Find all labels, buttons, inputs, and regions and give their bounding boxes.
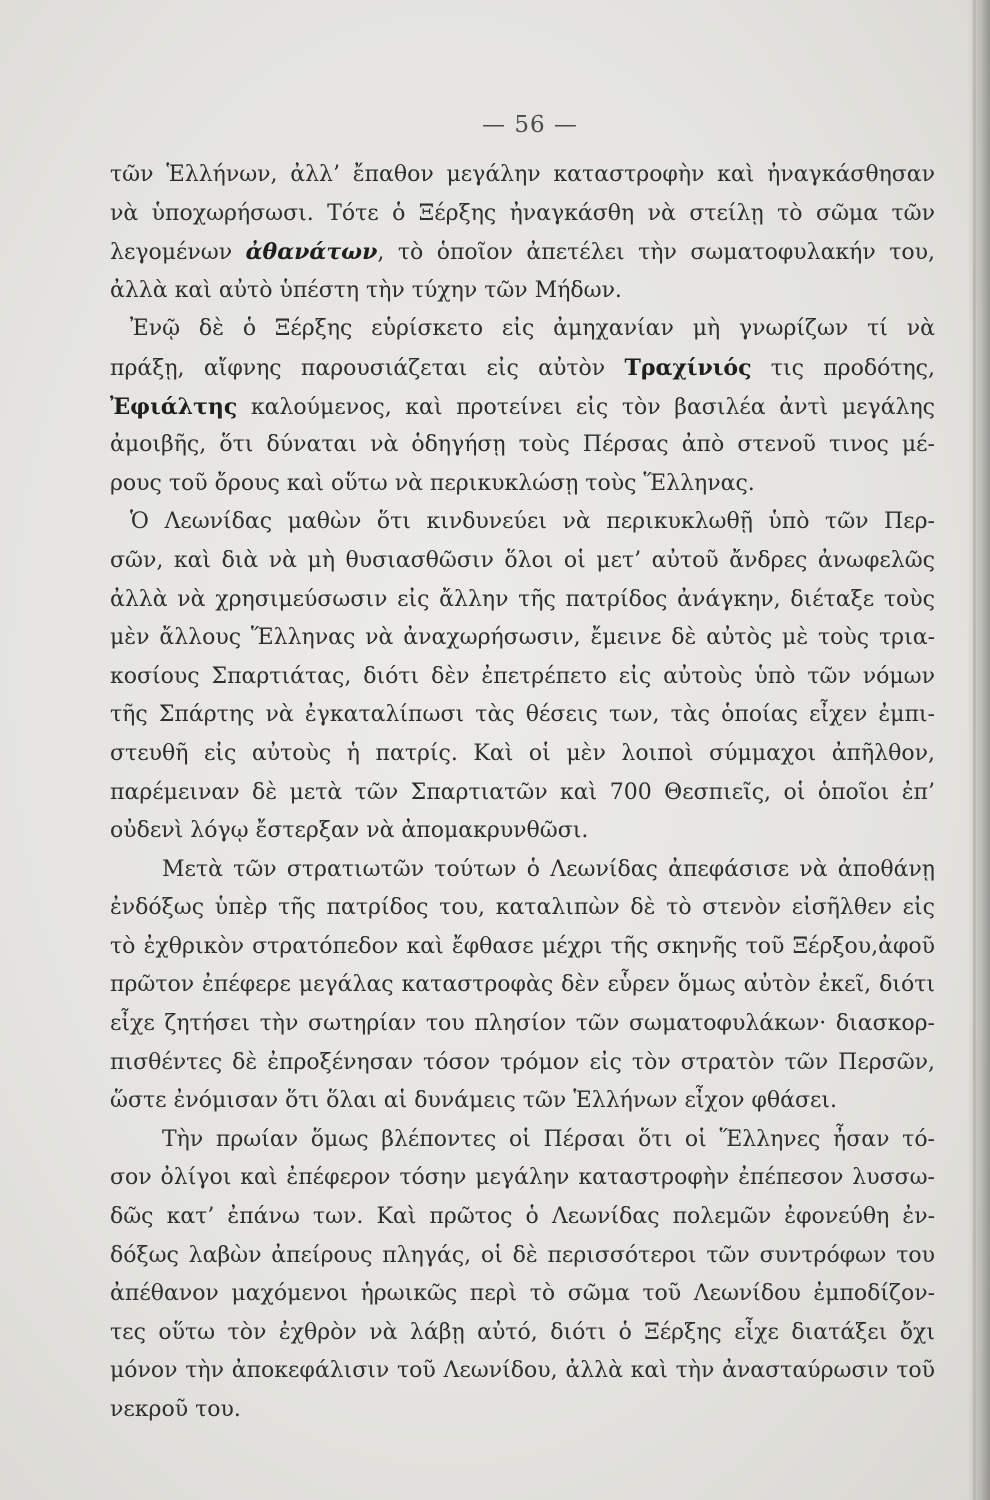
text-line-25: ὥστε ἐνόμισαν ὅτι ὅλαι αἱ δυνάμεις τῶν Ἑλλήνων εἶχον φθάσει. — [110, 1088, 838, 1114]
text-line-21: τὸ ἐχθρικὸν στρατόπεδον καὶ ἔφθασε μέχρι τῆς σκηνῆς τοῦ Ξέρξου,ἀφοῦ — [110, 933, 935, 959]
text-line-5: Ἐνῷ δὲ ὁ Ξέρξης εὑρίσκετο εἰς ἀμηχανίαν μὴ γνωρίζων τί νὰ — [130, 316, 935, 342]
text-line-24: πισθέντες δὲ ἐπροξένησαν τόσον τρόμον εἰς τὸν στρατὸν τῶν Περσῶν, — [110, 1049, 935, 1075]
text-line-13: μὲν ἄλλους Ἕλληνας νὰ ἀναχωρήσωσιν, ἔμεινε δὲ αὐτὸς μὲ τοὺς τρια- — [110, 625, 935, 651]
text-line-1: τῶν Ἑλλήνων, ἀλλ’ ἔπαθον μεγάλην καταστροφὴν καὶ ἠναγκάσθησαν — [110, 162, 935, 187]
emphasis-athanaton: ἀθανάτων — [245, 239, 378, 266]
text-line-27: σον ὀλίγοι καὶ ἐπέφερον τόσην μεγάλην καταστροφὴν ἐπέπεσον λυσσω- — [110, 1165, 935, 1191]
text-line-32: μόνον τὴν ἀποκεφάλισιν τοῦ Λεωνίδου, ἀλλὰ καὶ τὴν ἀνασταύρωσιν τοῦ — [110, 1358, 935, 1384]
text-line-23: εἶχε ζητήσει τὴν σωτηρίαν του πλησίον τῶν σωματοφυλάκων· διασκορ- — [110, 1011, 935, 1037]
text-line-6: πράξῃ, αἴφνης παρουσιάζεται εἰς αὐτὸν Τραχίνιός τις προδότης, — [110, 354, 935, 381]
text-line-33: νεκροῦ του. — [110, 1397, 241, 1422]
text-line-29: δόξως λαβὼν ἀπείρους πληγάς, οἱ δὲ περισσότεροι τῶν συντρόφων του — [110, 1242, 935, 1268]
text-line-17: παρέμειναν δὲ μετὰ τῶν Σπαρτιατῶν καὶ 700 Θεσπιεῖς, οἱ ὁποῖοι ἐπ’ — [110, 779, 935, 805]
body-text — [110, 156, 935, 1430]
text-line-18: οὐδενὶ λόγῳ ἔστερξαν νὰ ἀπομακρυνθῶσι. — [110, 818, 589, 844]
text-line-8: ἀμοιβῆς, ὅτι δύναται νὰ ὁδηγήσῃ τοὺς Πέρσας ἀπὸ στενοῦ τινος μέ- — [110, 432, 935, 458]
text-line-3: λεγομένων ἀθανάτων, τὸ ὁποῖον ἀπετέλει τὴν σωματοφυλακήν του, — [110, 239, 935, 266]
text-line-11: σῶν, καὶ διὰ νὰ μὴ θυσιασθῶσιν ὅλοι οἱ μετ’ αὐτοῦ ἄνδρες ἀνωφελῶς — [110, 547, 935, 573]
text-line-2: νὰ ὑποχωρήσωσι. Τότε ὁ Ξέρξης ἠναγκάσθη νὰ στείλῃ τὸ σῶμα τῶν — [110, 200, 935, 226]
emphasis-efialtis: Ἐφιάλτης — [110, 393, 238, 420]
text-line-12: ἀλλὰ νὰ χρησιμεύσωσιν εἰς ἄλλην τῆς πατρίδος ἀνάγκην, διέταξε τοὺς — [110, 586, 935, 612]
text-line-15: τῆς Σπάρτης νὰ ἐγκαταλίπωσι τὰς θέσεις των, τὰς ὁποίας εἶχεν ἐμπι- — [110, 702, 935, 728]
text-line-16: στευθῆ εἰς αὐτοὺς ἡ πατρίς. Καὶ οἱ μὲν λοιποὶ σύμμαχοι ἀπῆλθον, — [110, 740, 935, 766]
text-line-10: Ὁ Λεωνίδας μαθὼν ὅτι κινδυνεύει νὰ περικυκλωθῇ ὑπὸ τῶν Περ- — [130, 509, 935, 535]
text-line-30: ἀπέθανον μαχόμενοι ἡρωικῶς περὶ τὸ σῶμα τοῦ Λεωνίδου ἐμποδίζον- — [110, 1281, 935, 1307]
text-line-4: ἀλλὰ καὶ αὐτὸ ὑπέστη τὴν τύχην τῶν Μήδων. — [110, 277, 622, 303]
text-line-22: πρῶτον ἐπέφερε μεγάλας καταστροφὰς δὲν εὗρεν ὅμως αὐτὸν ἐκεῖ, διότι — [110, 972, 935, 998]
page-number: — 56 — — [482, 112, 578, 138]
text-line-14: κοσίους Σπαρτιάτας, διότι δὲν ἐπετρέπετο εἰς αὐτοὺς ὑπὸ τῶν νόμων — [110, 663, 935, 689]
text-line-28: δῶς κατ’ ἐπάνω των. Καὶ πρῶτος ὁ Λεωνίδας πολεμῶν ἐφονεύθη ἐν- — [110, 1204, 935, 1230]
page-edge-line — [973, 0, 976, 1500]
emphasis-trachinios: Τραχίνιός — [624, 354, 752, 381]
page-edge-shadow — [968, 0, 990, 1500]
text-line-9: ρους τοῦ ὄρους καὶ οὕτω νὰ περικυκλώσῃ τοὺς Ἕλληνας. — [110, 470, 755, 496]
text-line-19: Μετὰ τῶν στρατιωτῶν τούτων ὁ Λεωνίδας ἀπεφάσισε νὰ ἀποθάνῃ — [162, 856, 935, 882]
text-line-26: Τὴν πρωίαν ὅμως βλέποντες οἱ Πέρσαι ὅτι οἱ Ἕλληνες ἦσαν τό- — [162, 1126, 935, 1152]
text-line-7: Ἐφιάλτης καλούμενος, καὶ προτείνει εἰς τὸν βασιλέα ἀντὶ μεγάλης — [110, 393, 935, 420]
text-line-31: τες οὕτω τὸν ἐχθρὸν νὰ λάβῃ αὐτό, διότι ὁ Ξέρξης εἶχε διατάξει ὄχι — [110, 1319, 935, 1345]
text-line-20: ἐνδόξως ὑπὲρ τῆς πατρίδος του, καταλιπὼν δὲ τὸ στενὸν εἰσῆλθεν εἰς — [110, 895, 935, 921]
